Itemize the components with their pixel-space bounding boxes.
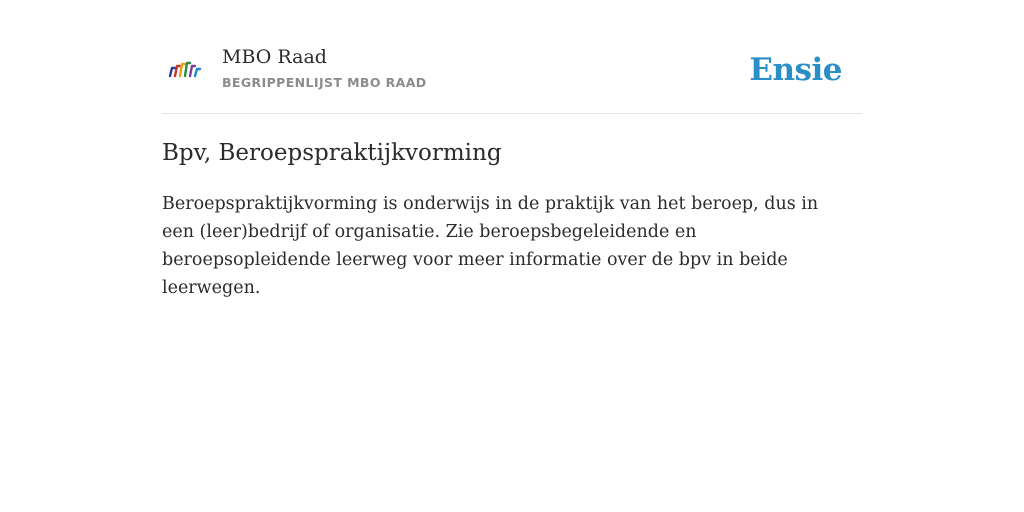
org-name[interactable]: MBO Raad <box>222 46 327 68</box>
header <box>162 0 862 114</box>
page <box>162 0 862 298</box>
mbo-raad-logo-icon[interactable] <box>168 58 202 82</box>
brand-logo[interactable]: Ensie <box>749 52 842 88</box>
term-title: Bpv, Beroepspraktijkvorming <box>162 140 502 166</box>
org-subtitle: BEGRIPPENLIJST MBO RAAD <box>222 75 427 90</box>
term-definition: Beroepspraktijkvorming is onderwijs in de praktijk van het beroep, dus in een (leer)bedrijf of organisatie. Zie beroepsbegeleidende en beroepsopleidende leerweg voor meer informatie over de bpv in beide leerwegen. <box>162 194 819 298</box>
